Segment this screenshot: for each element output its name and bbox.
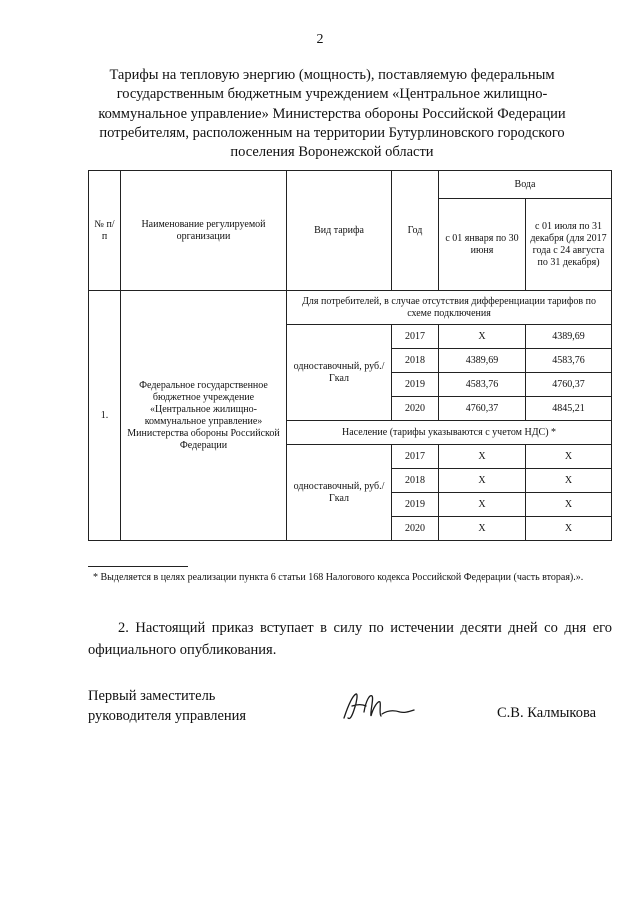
tariff-value: Х [439,517,526,541]
year-cell: 2018 [392,469,439,493]
tariff-value: Х [439,469,526,493]
footnote-divider [88,566,188,567]
document-title [88,66,576,162]
tariff-value: Х [439,493,526,517]
tariff-table [88,170,612,541]
tariff-value: Х [439,325,526,349]
tariff-value: 4389,69 [526,325,612,349]
header-period-2: с 01 июля по 31 декабря (для 2017 года с 24 августа по 31 декабря) [526,199,612,291]
signer-title-line: руководителя управления [88,708,247,724]
title-line: потребителям, расположенным на территории Бутурлиновского городского [99,124,565,141]
year-cell: 2017 [392,445,439,469]
tariff-value: 4760,37 [439,397,526,421]
year-cell: 2020 [392,397,439,421]
organization-name: Федеральное государственное бюджетное учреждение «Центральное жилищно-коммунальное управление» Министерства обороны Российской Федерации [121,291,287,541]
section-label: Для потребителей, в случае отсутствия дифференциации тарифов по схеме подключения [287,291,612,325]
tariff-value: Х [526,469,612,493]
year-cell: 2019 [392,493,439,517]
title-line: государственным бюджетным учреждением «Центральное жилищно- [116,86,548,103]
tariff-type: одноставочный, руб./Гкал [287,325,392,421]
handwritten-signature [338,688,418,728]
year-cell: 2020 [392,517,439,541]
tariff-value: Х [526,517,612,541]
year-cell: 2018 [392,349,439,373]
header-water: Вода [439,171,612,199]
tariff-value: 4760,37 [526,373,612,397]
tariff-value: 4389,69 [439,349,526,373]
section-label: Население (тарифы указываются с учетом НДС) * [287,421,612,445]
signer-name: С.В. Калмыкова [497,705,597,721]
year-cell: 2019 [392,373,439,397]
page-number: 2 [316,32,324,47]
title-line: Тарифы на тепловую энергию (мощность), поставляемую федеральным [109,67,555,83]
order-paragraph: 2. Настоящий приказ вступает в силу по истечении десяти дней со дня его официального опубликования. [88,620,612,658]
header-period-1: с 01 января по 30 июня [439,199,526,291]
header-organization: Наименование регулируемой организации [121,171,287,291]
tariff-value: Х [526,493,612,517]
row-number: 1. [89,291,121,541]
footnote: * Выделяется в целях реализации пункта 6 статьи 168 Налогового кодекса Российской Федерации (часть вторая).». [93,572,584,583]
tariff-value: Х [526,445,612,469]
title-line: поселения Воронежской области [230,144,434,161]
tariff-value: Х [439,445,526,469]
header-year: Год [392,171,439,291]
year-cell: 2017 [392,325,439,349]
tariff-type: одноставочный, руб./Гкал [287,445,392,541]
header-num: № п/п [89,171,121,291]
tariff-value: 4583,76 [439,373,526,397]
tariff-value: 4583,76 [526,349,612,373]
signer-title-line: Первый заместитель [88,688,216,704]
tariff-value: 4845,21 [526,397,612,421]
title-line: коммунальное управление» Министерства обороны Российской Федерации [98,105,566,122]
signer-title [88,686,246,726]
header-tariff-type: Вид тарифа [287,171,392,291]
